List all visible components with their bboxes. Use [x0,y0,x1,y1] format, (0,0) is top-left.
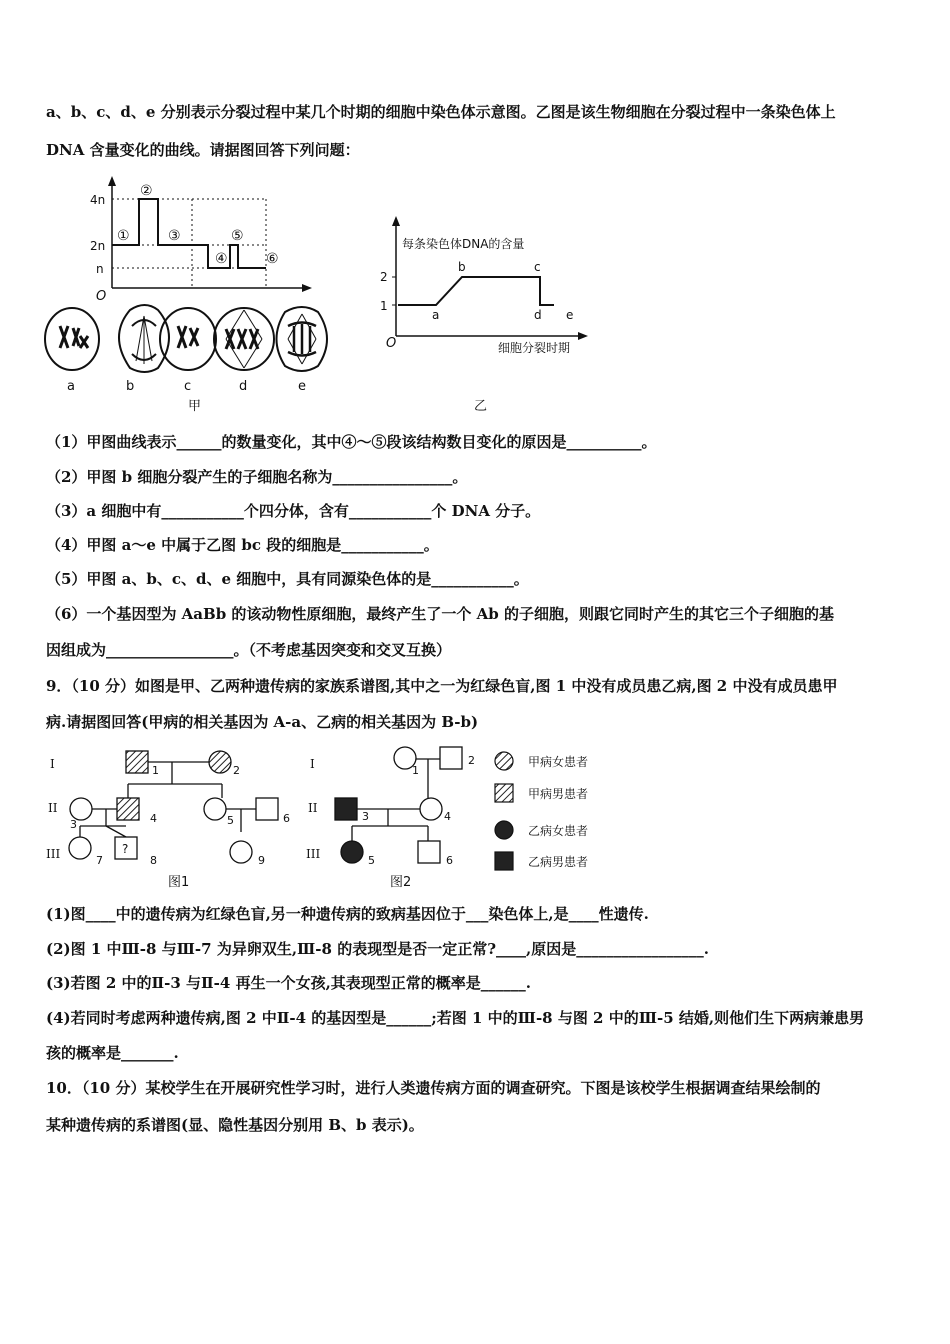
q8-line-4: （4）甲图 a～e 中属于乙图 bc 段的细胞是___________。 [46,536,439,554]
q8-line-5: （5）甲图 a、b、c、d、e 细胞中，具有同源染色体的是___________。 [46,570,529,588]
intro-line-1: a、b、c、d、e 分别表示分裂过程中某几个时期的细胞中染色体示意图。乙图是该生物细胞在分裂过程中一条染色体上 [46,103,836,121]
fig2-II3-affected-male [335,798,357,820]
fig1-num-3: 3 [70,818,77,831]
legend-hatched-circle [495,752,513,770]
fig1-num-1: 1 [152,764,159,777]
fig2-II4-female [420,798,442,820]
yi-y-arrow [392,216,400,226]
q9-line-1: 9．（10 分）如图是甲、乙两种遗传病的家族系谱图,其中之一为红绿色盲,图 1 中没有成员患乙病,图 2 中没有成员患甲 [46,677,838,695]
fig1-I2-affected-female [209,751,231,773]
fig2-num-6: 6 [446,854,453,867]
fig1-III8-question: ? [122,842,129,856]
yi-x-arrow [578,332,588,340]
legend-label-1: 甲病女患者 [528,755,589,769]
legend-filled-square [495,852,513,870]
legend-filled-circle [495,821,513,839]
yi-point-labels [432,260,573,322]
q9-answer-3: (3)若图 2 中的Ⅱ-3 与Ⅱ-4 再生一个女孩,其表现型正常的概率是______. [46,974,532,992]
yi-point-e: e [566,308,574,322]
cell-label-c: c [184,379,192,394]
jia-seg-6: ⑥ [266,251,279,267]
pedigree-figures [40,740,610,892]
fig1-num-6: 6 [283,812,290,825]
fig1-caption: 图1 [168,875,190,890]
cell-label-e: e [298,379,306,394]
jia-seg-2: ② [140,183,153,199]
q9-answer-2: (2)图 1 中Ⅲ-8 与Ⅲ-7 为异卵双生,Ⅲ-8 的表现型是否一定正常?____,原因是_________________. [46,940,709,958]
fig2-caption: 图2 [390,875,412,890]
q8-line-1: （1）甲图曲线表示______的数量变化，其中④～⑤段该结构数目变化的原因是__________。 [46,433,657,451]
q9-answer-4: (4)若同时考虑两种遗传病,图 2 中Ⅱ-4 的基因型是______;若图 1 中的Ⅲ-8 与图 2 中的Ⅲ-5 结婚,则他们生下两病兼患男 [46,1009,865,1027]
yi-point-c: c [534,260,541,274]
q8-line-2: （2）甲图 b 细胞分裂产生的子细胞名称为________________。 [46,468,468,486]
jia-seg-3: ③ [168,228,181,244]
jia-seg-5: ⑤ [231,228,244,244]
cell-d [214,308,274,370]
figure-yi [378,216,608,418]
figure-jia [40,176,340,416]
yi-point-b: b [458,260,466,274]
cell-a [45,308,99,370]
jia-ylabel-n: n [96,262,104,276]
legend-hatched-square [495,784,513,802]
jia-ylabel-4n: 4n [90,193,106,207]
legend-label-4: 乙病男患者 [528,855,589,869]
q8-line-3: （3）a 细胞中有___________个四分体，含有___________个 DNA 分子。 [46,502,541,520]
yi-point-d: d [534,308,542,322]
fig1-gen-III: III [46,847,61,861]
jia-seg-1: ① [117,228,130,244]
fig1-num-9: 9 [258,854,265,867]
q9-answer-5: 孩的概率是_______. [46,1044,179,1062]
fig1-num-8: 8 [150,854,157,867]
fig2-num-2: 2 [468,754,475,767]
cell-e [277,307,328,371]
fig-yi-caption: 乙 [474,399,488,414]
yi-xlabel: 细胞分裂时期 [498,341,571,355]
fig1-III9-female [230,841,252,863]
fig1-II4-affected-male [117,798,139,820]
intro-line-2: DNA 含量变化的曲线。请据图回答下列问题： [46,141,360,159]
yi-ytick-1: 1 [380,299,388,313]
fig1-II5-female [204,798,226,820]
fig2-III5-affected-female [341,841,363,863]
jia-ylabel-2n: 2n [90,239,106,253]
fig1-num-5: 5 [227,814,234,827]
q8-line-7: 因组成为_________________。（不考虑基因突变和交叉互换） [46,641,452,659]
q10-line-2: 某种遗传病的系谱图(显、隐性基因分别用 B、b 表示)。 [46,1116,424,1134]
cell-b [119,305,169,372]
fig1-III7-female [69,837,91,859]
jia-x-arrow [302,284,312,292]
fig1-II6-male [256,798,278,820]
legend-label-3: 乙病女患者 [528,824,589,838]
fig2-gen-II: II [308,801,318,815]
fig2-num-3: 3 [362,810,369,823]
fig-jia-caption: 甲 [188,399,202,414]
yi-ytick-2: 2 [380,270,388,284]
fig1-gen-I: I [50,757,55,771]
q9-line-2: 病.请据图回答(甲病的相关基因为 A-a、乙病的相关基因为 B-b) [46,713,479,731]
fig2-I2-male [440,747,462,769]
cell-label-b: b [126,379,135,394]
jia-y-arrow [108,176,116,186]
fig2-III6-male [418,841,440,863]
fig1-num-2: 2 [233,764,240,777]
q8-line-6: （6）一个基因型为 AaBb 的该动物性原细胞，最终产生了一个 Ab 的子细胞，则跟它同时产生的其它三个子细胞的基 [46,605,834,623]
fig2-num-4: 4 [444,810,451,823]
jia-origin: O [96,289,107,304]
yi-curve [398,277,554,305]
fig1-num-7: 7 [96,854,103,867]
fig2-gen-III: III [306,847,321,861]
fig1-I1-affected-male [126,751,148,773]
fig1-num-4: 4 [150,812,157,825]
jia-seg-4: ④ [215,251,228,267]
fig1-gen-II: II [48,801,58,815]
yi-origin: O [386,336,397,351]
fig2-num-5: 5 [368,854,375,867]
fig1-II3-female [70,798,92,820]
cell-label-d: d [239,379,248,394]
fig2-num-1: 1 [412,764,419,777]
legend-label-2: 甲病男患者 [528,787,589,801]
cell-label-a: a [67,379,75,394]
q10-line-1: 10．（10 分）某校学生在开展研究性学习时，进行人类遗传病方面的调查研究。下图是该校学生根据调查结果绘制的 [46,1079,821,1097]
fig2-gen-I: I [310,757,315,771]
yi-point-a: a [432,308,440,322]
q9-answer-1: (1)图____中的遗传病为红绿色盲,另一种遗传病的致病基因位于___染色体上,是____性遗传. [46,905,649,923]
yi-ylabel: 每条染色体DNA的含量 [402,237,525,251]
